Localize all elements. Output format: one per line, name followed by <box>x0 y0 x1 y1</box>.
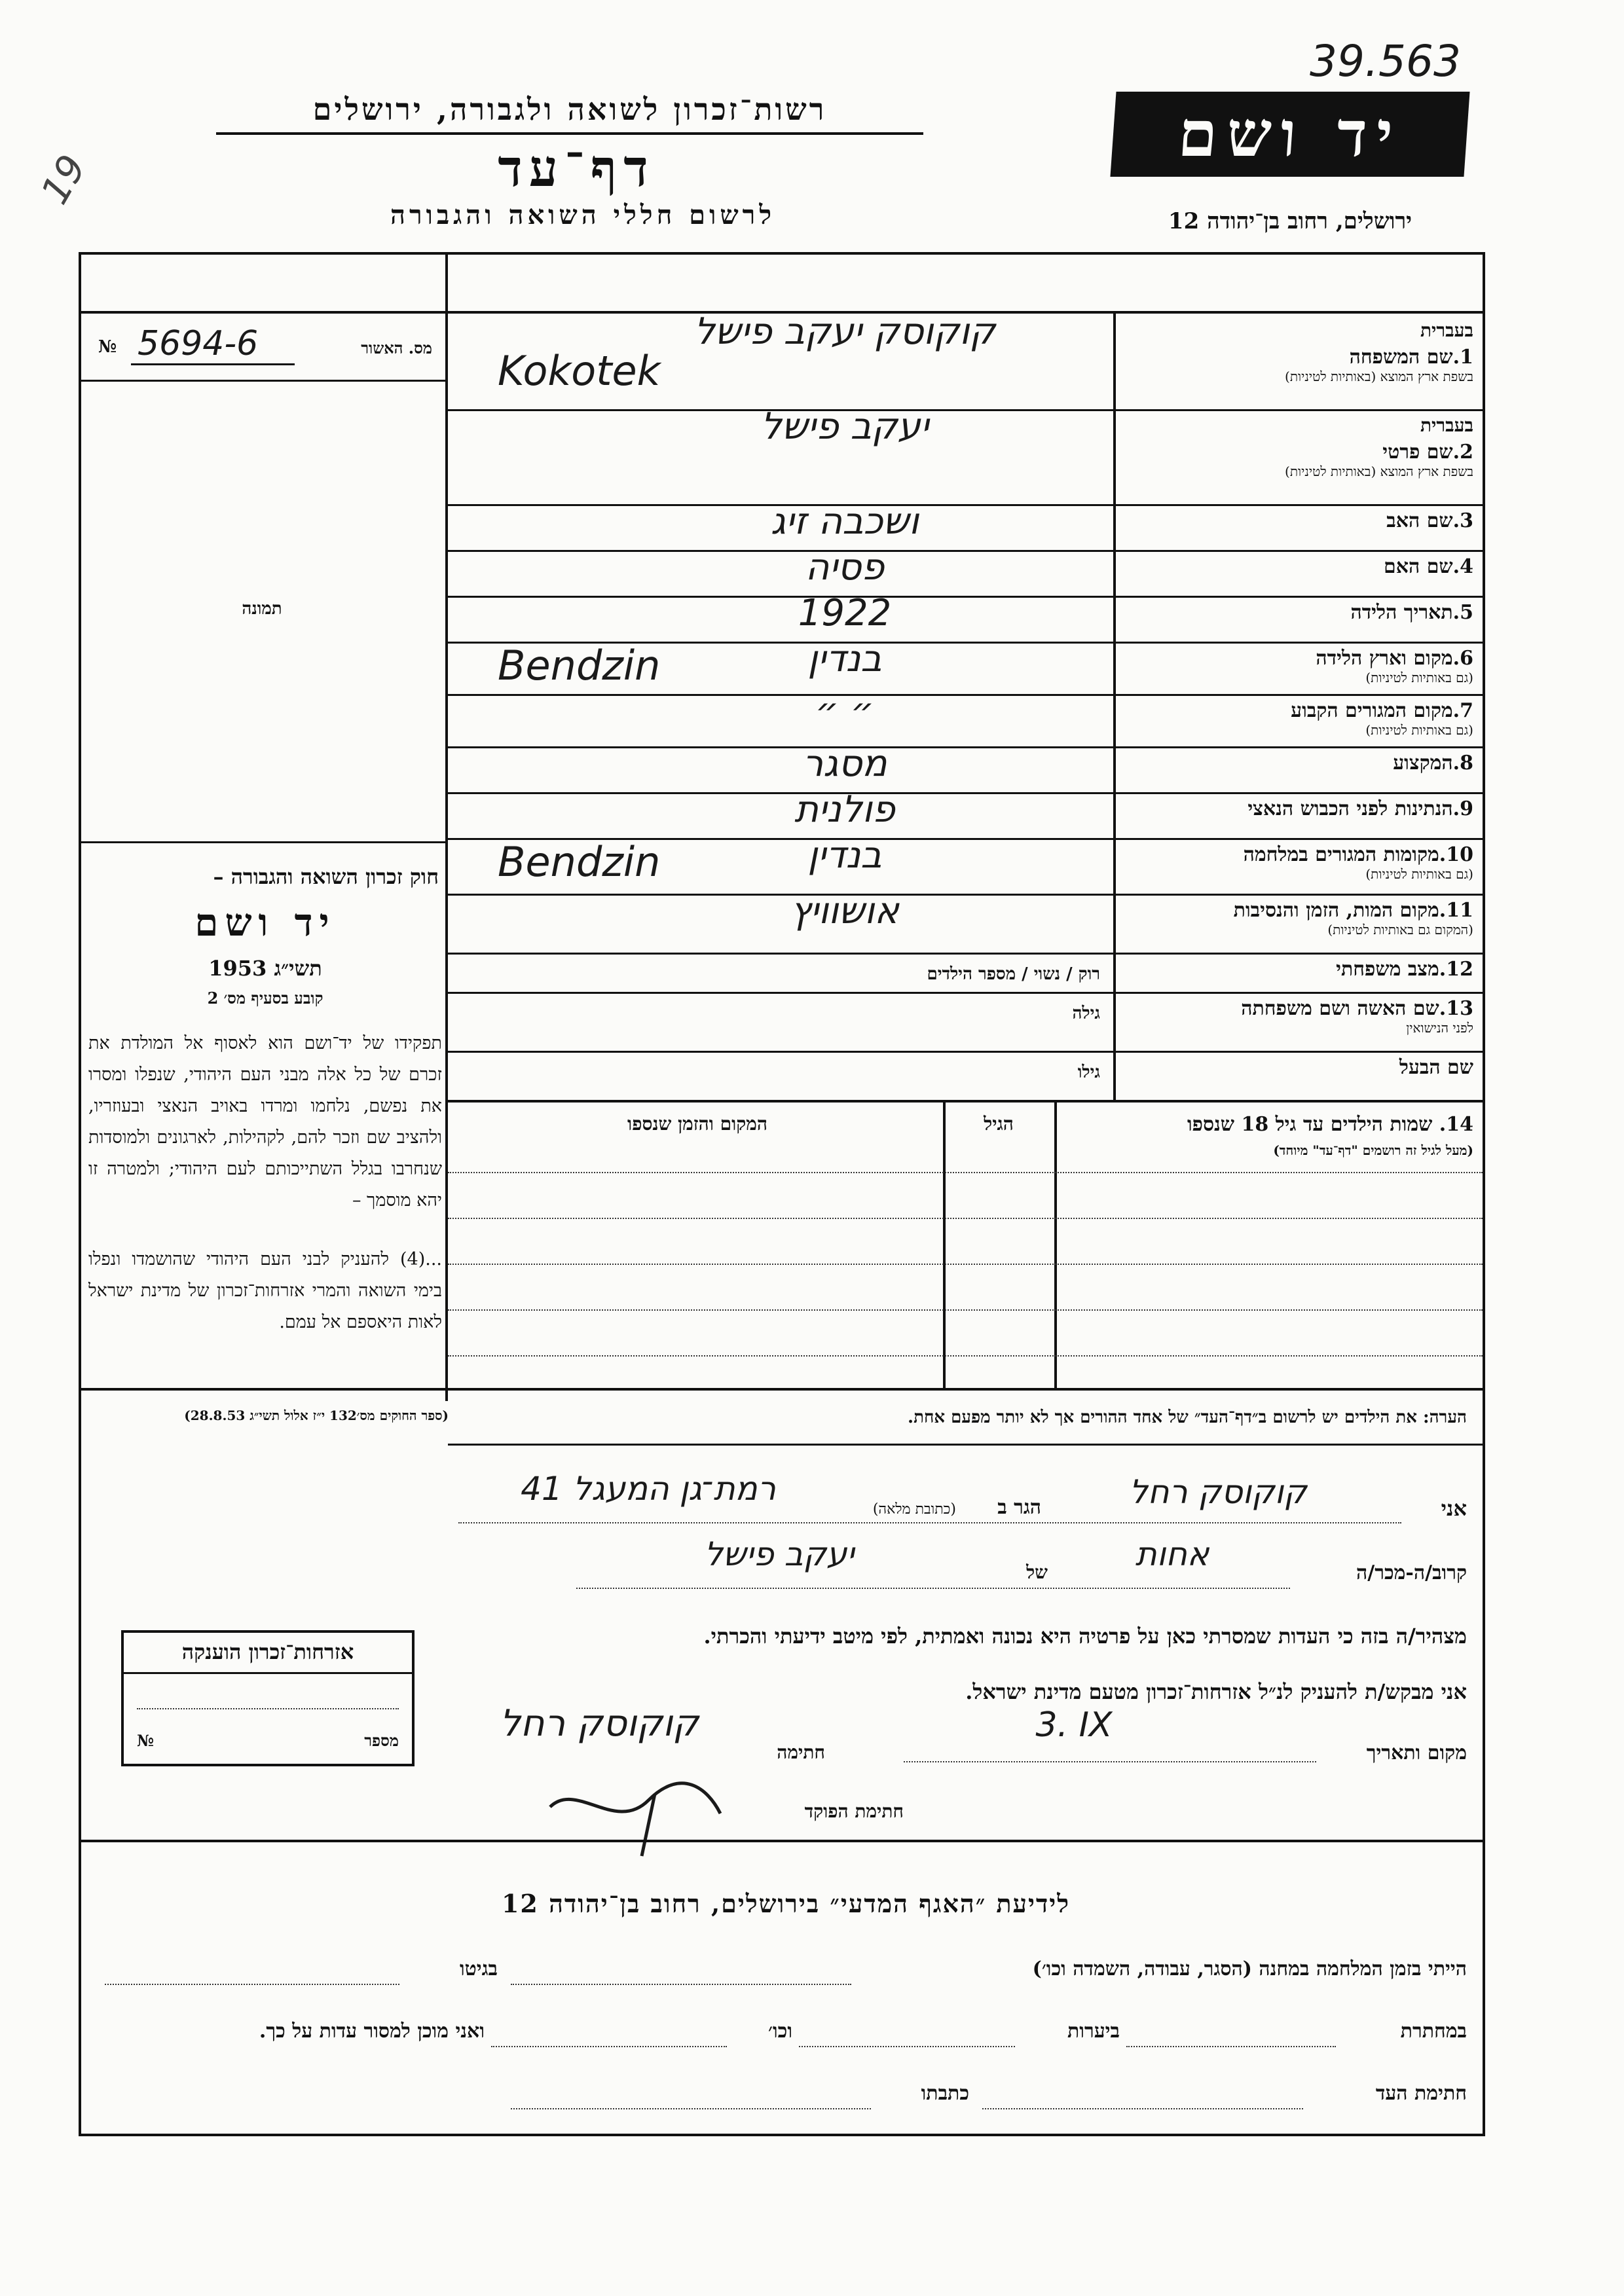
law-text-1: תפקידו של יד־ושם הוא לאסוף אל המו‏לדת את זכרם של כל אלה מבני העם היהודי, שנפלו ומסרו את נפשם, נלחמו ומרדו באויב הנאצי ובעוזריו, ולהציב שם וזכר להם, לקהילות, לארגונים ולמוסדות שנחרבו בגלל השתייכותם לעם היהודי; ולמטרה זו יהא מוסמך – <box>88 1033 442 1211</box>
field-label <box>1120 601 1473 624</box>
footer-forests-label: ביערות <box>1067 2020 1120 2043</box>
field-number: 2. <box>1452 441 1473 464</box>
children-label: 14. שמות הילדים עד גיל 18 שנספו <box>1187 1113 1473 1136</box>
children-sublabel: (מעל לגיל זה רושמים "דף־עד" מיוחד) <box>1273 1142 1473 1158</box>
field-subtitle: לפני הנישואין <box>1406 1020 1473 1036</box>
declaration-line-1 <box>458 1522 1401 1523</box>
field-title <box>1350 601 1473 624</box>
declaration-address-value: רמת־גן המעגל 41 <box>521 1470 776 1508</box>
field-title-text: מקום המות, הזמן והנסיבות <box>1233 899 1439 922</box>
field-title <box>1386 509 1473 532</box>
declaration-resides: הגר ב <box>997 1496 1041 1519</box>
field-number: 13. <box>1439 997 1473 1020</box>
field-title <box>1382 441 1473 464</box>
form-title: דף־עד <box>498 139 655 198</box>
footer-etc-label: וכו׳ <box>768 2020 792 2043</box>
field-title <box>1316 647 1473 670</box>
children-row-line <box>448 1264 1483 1265</box>
field-label <box>1120 997 1473 1036</box>
field-number: 1. <box>1452 346 1473 369</box>
law-clause: קובע בסעיף מס׳ 2 <box>207 989 323 1008</box>
field-number: 6. <box>1452 647 1473 670</box>
declaration-request: אני מבקש/ת להעניק לנ״ל אזרחות־זכרון מטעם מדינת ישראל. <box>965 1679 1467 1704</box>
declaration-of: של <box>1026 1561 1048 1583</box>
footer-etc-line <box>491 2046 727 2047</box>
field-value: 1922 <box>798 592 892 634</box>
children-divider-age <box>943 1100 946 1388</box>
approval-number-label: מס. האשור <box>361 338 432 357</box>
address: ירושלים, רחוב בן־יהודה 12 <box>1168 208 1412 234</box>
photo-label: תמונה <box>242 599 282 619</box>
field-number: 8. <box>1452 752 1473 774</box>
law-text-2: ...(4) להעניק לבני העם היהודי שהוש‏מדו ונפלו בימי השואה והמרי אזרחות־זכרון של מדינת ישראל לאות היאספם אל עמם. <box>88 1249 442 1332</box>
field-value: פסיה <box>805 546 885 589</box>
field-number: 11. <box>1439 899 1473 922</box>
field-title-text: שם האם <box>1384 555 1453 578</box>
field-label <box>1120 509 1473 532</box>
field-label <box>1120 899 1473 938</box>
children-divider-place <box>1054 1100 1057 1388</box>
inspector-label: חתימת הפוקד <box>804 1800 904 1822</box>
footer-address-label: כתבתו <box>921 2082 969 2105</box>
footer-title: לידיעת ״האגף המדעי״ בירושלים, רחוב בן־יהודה 12 <box>501 1889 1071 1918</box>
column-divider <box>445 252 448 1401</box>
field-number: 5. <box>1452 601 1473 624</box>
field-label <box>1120 752 1473 774</box>
footer-ghetto-line <box>105 1984 399 1985</box>
declaration-line-2 <box>576 1588 1290 1589</box>
photo-area-bottom <box>79 841 447 843</box>
signature-label: חתימה <box>777 1741 825 1763</box>
field-title <box>1384 555 1473 578</box>
field-row-line <box>448 1051 1483 1053</box>
field-subtitle: בשפת ארץ המוצא (באותיות לטיניות) <box>1285 464 1473 479</box>
footer-address-line <box>511 2108 871 2109</box>
field-row-line <box>448 953 1483 955</box>
field-subtitle: (גם באותיות לטיניות) <box>1365 670 1473 685</box>
field-number: 4. <box>1452 555 1473 578</box>
citizenship-number-symbol: № <box>137 1731 155 1750</box>
field-value: פולנית <box>794 788 895 831</box>
field-title <box>1241 997 1473 1020</box>
citizenship-dotted-line <box>137 1708 399 1711</box>
field-subtitle: (גם באותיות לטיניות) <box>1365 722 1473 738</box>
field-value: ושכבה זיג <box>770 500 919 543</box>
field-title-text: שם הבעל <box>1399 1056 1473 1079</box>
footer-top-line <box>79 1840 1483 1842</box>
law-reference: (ספר החוקים מס׳132 י״ז אלול תשי״ג 28.8.53) <box>184 1408 449 1423</box>
field-label <box>1120 797 1473 820</box>
field-value: ״ ״ <box>815 690 874 733</box>
field-title-text: המקצוע <box>1393 752 1453 774</box>
field-value: רוק / נשוי / מספר הילדים <box>927 964 1100 984</box>
children-row-line <box>448 1355 1483 1357</box>
authority-underline <box>216 132 923 135</box>
approval-underline <box>131 363 295 365</box>
approval-row-line <box>79 380 447 382</box>
footer-ghetto-label: בגיטו <box>459 1958 498 1980</box>
field-value: בנדין <box>807 638 882 680</box>
field-title-text: תאריך הלידה <box>1350 601 1453 624</box>
declaration-name: קוקוסק רחל <box>1129 1473 1307 1511</box>
field-row-line <box>448 992 1483 994</box>
place-date-label: מקום ותאריך <box>1366 1741 1467 1764</box>
field-title-text: שם האשה ושם משפחתה <box>1241 997 1439 1020</box>
field-label <box>1120 958 1473 981</box>
field-tag: בעברית <box>1420 414 1473 436</box>
children-age-header: הגיל <box>984 1113 1014 1135</box>
children-place-header: המקום והזמן שנספו <box>627 1113 767 1135</box>
footer-underground-label: במחתרת <box>1400 2020 1467 2043</box>
note-bottom-line <box>448 1444 1483 1446</box>
field-value-latin: Kokotek <box>498 347 661 395</box>
field-value: קוקוסק יעקב פישל <box>693 310 996 353</box>
field-title <box>1350 346 1473 369</box>
field-title-text: הנתינות לפני הכבוש הנאצי <box>1247 797 1453 820</box>
authority-title: רשות־זכרון לשואה ולגבורה, ירושלים <box>312 92 827 127</box>
field-value: גילה <box>1072 1004 1100 1023</box>
label-divider <box>1113 311 1116 1100</box>
approval-number-symbol: № <box>98 337 117 357</box>
law-name: יד ושם <box>194 900 336 945</box>
field-title <box>1291 699 1473 722</box>
yad-vashem-logo <box>1110 92 1469 177</box>
field-value: אושוויץ <box>790 890 899 932</box>
approval-number-value: 5694-6 <box>138 324 259 363</box>
field-label <box>1120 647 1473 686</box>
footer-camp-line <box>511 1984 851 1985</box>
footer-camp-label: הייתי בזמן המלחמה במחנה (הסגר, עבודה, השמדה וכו׳) <box>1032 1958 1467 1980</box>
relation-label: קרוב/ה-מכר/ה <box>1356 1561 1467 1584</box>
field-number: 12. <box>1439 958 1473 981</box>
field-label <box>1120 414 1473 480</box>
field-subtitle: (גם באותיות לטיניות) <box>1365 866 1473 882</box>
relation-value: אחות <box>1135 1535 1209 1573</box>
field-subtitle: (המקום גם באותיות לטיניות) <box>1327 922 1473 938</box>
field-tag: בעברית <box>1420 319 1473 341</box>
children-note: הערה: את הילדים יש לרשום ב״דף־העד״ של אחד ההורים אך לא יותר מפעם אחת. <box>908 1408 1467 1427</box>
field-value-latin: Bendzin <box>498 642 661 689</box>
children-row-line <box>448 1172 1483 1173</box>
field-title <box>1247 797 1473 820</box>
field-label <box>1120 699 1473 738</box>
field-title-text: שם האב <box>1386 509 1453 532</box>
citizenship-number-label: מספר <box>364 1731 399 1750</box>
field-label <box>1120 843 1473 883</box>
field-subtitle: בשפת ארץ המוצא (באותיות לטיניות) <box>1285 369 1473 384</box>
file-number: 39.563 <box>1310 36 1461 86</box>
field-title-text: מקומות המגורים במלחמה <box>1243 843 1439 866</box>
field-title-text: מצב משפחתי <box>1336 958 1439 981</box>
field-value: בנדין <box>807 834 882 877</box>
field-title <box>1234 899 1473 922</box>
field-label <box>1120 1056 1473 1079</box>
field-value: גילו <box>1077 1063 1100 1082</box>
margin-note: 19 <box>32 147 95 211</box>
citizenship-box-title: אזרחות־זכרון הוענקה <box>181 1639 354 1664</box>
declaration-of-value: יעקב פישל <box>704 1535 855 1573</box>
place-date-value: 3. IX <box>1035 1705 1113 1745</box>
inspector-signature-mark <box>537 1768 733 1859</box>
field-value: יעקב פישל <box>760 405 929 448</box>
field-title-text: מקום המגורים הקבוע <box>1291 699 1453 722</box>
children-top-line <box>448 1100 1483 1102</box>
field-value: מסגר <box>802 742 887 785</box>
place-date-line <box>904 1761 1316 1762</box>
footer-underground-line <box>1126 2046 1336 2047</box>
field-value-latin: Bendzin <box>498 838 661 886</box>
declaration-statement: מצהיר/ה בזה כי העדות שמסרתי כאן על פרטיה היא נכונה ואמתית, לפי מיטב ידיעתי והכרתי. <box>703 1624 1467 1649</box>
declaration-ani: אני <box>1441 1496 1467 1521</box>
citizenship-box <box>121 1630 415 1766</box>
field-label <box>1120 555 1473 578</box>
footer-testimony-label: ואני מוכן למסור עדות על כך. <box>259 2020 485 2043</box>
field-number: 9. <box>1452 797 1473 820</box>
field-title-text: שם המשפחה <box>1349 346 1453 369</box>
law-year: תשי״ג 1953 <box>208 956 322 981</box>
signature-value: קוקוסק רחל <box>500 1702 699 1745</box>
field-title <box>1393 752 1473 774</box>
children-row-line <box>448 1309 1483 1311</box>
declaration-address-label: (כתובת מלאה) <box>872 1501 956 1518</box>
law-title: חוק זכרון השואה והגבורה – <box>213 864 439 889</box>
form-subtitle: לרשום חללי השואה והגבורה <box>390 200 776 230</box>
field-label <box>1120 319 1473 385</box>
field-number: 3. <box>1452 509 1473 532</box>
citizenship-box-divider <box>124 1672 412 1674</box>
field-number: 10. <box>1439 843 1473 866</box>
footer-witness-signature-label: חתימת העד <box>1375 2082 1467 2105</box>
logo-text: יד ושם <box>1175 97 1405 171</box>
field-number: 7. <box>1452 699 1473 722</box>
field-title-text: מקום וארץ הלידה <box>1316 647 1453 670</box>
field-title <box>1399 1056 1473 1079</box>
children-row-line <box>448 1218 1483 1219</box>
field-title-text: שם פרטי <box>1382 441 1453 464</box>
footer-forests-line <box>799 2046 1015 2047</box>
field-title <box>1336 958 1473 981</box>
field-title <box>1244 843 1473 866</box>
footer-witness-line <box>982 2108 1303 2109</box>
law-ref-line-top <box>79 1388 1483 1391</box>
